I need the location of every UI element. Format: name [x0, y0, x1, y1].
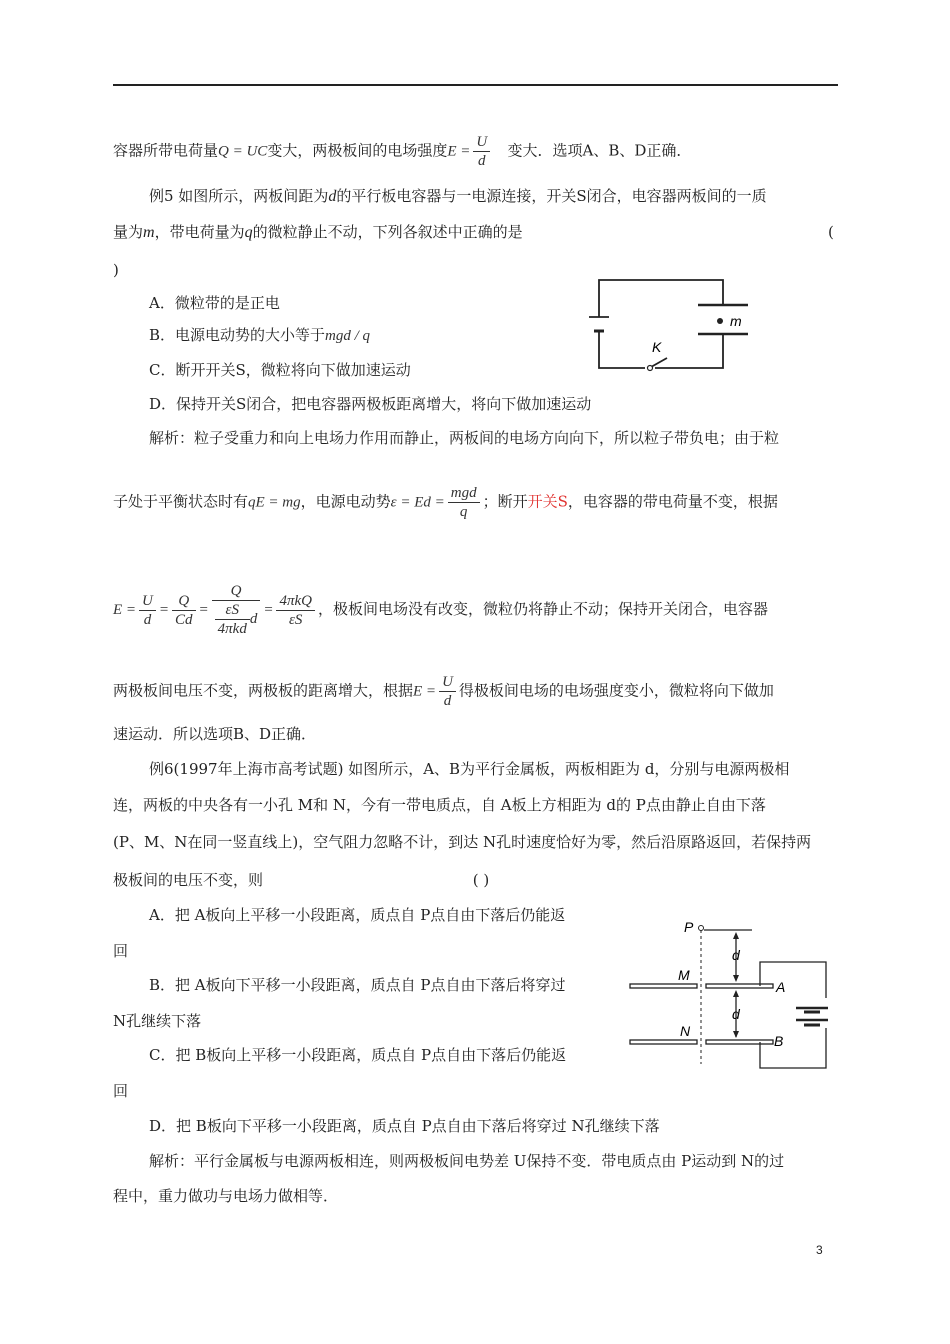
ex5-solution-line2: 子处于平衡状态时有qE = mg，电源电动势ε = Ed = $\frac{\text{mgd}}{q}$ ；断开开关S，电容器的带电荷量不变，根据 — [113, 485, 778, 520]
ex5-solution-line3: E = $\frac{U}{d}$ = $\frac{Q}{Cd}$ = Q $\frac{\varepsilon S}{\text{4πkd}}$ d = $\frac{\text{4πkQ}}{\varepsilon S}$ ，极板间电场没有改变，微粒仍将静止不动；保持开关闭合，电容器 — [113, 583, 768, 637]
text: 容器所带电荷量 — [113, 141, 219, 160]
ex5-paren-open: ( — [828, 223, 834, 241]
equation: Q = UC — [218, 143, 268, 160]
ex6-para-line2: 连，两板的中央各有一小孔 M和 N，今有一带电质点，自 A板上方相距为 d的 P点由静止自由下落 — [113, 796, 766, 814]
ex5-para-line1: 例5 如图所示，两板间距为d的平行板电容器与一电源连接，开关S闭合，电容器两板间的一质 — [149, 187, 767, 205]
plate-b-label: B — [774, 1033, 784, 1049]
capacitor-circuit-diagram — [585, 275, 755, 375]
intro-line — [113, 134, 691, 169]
ex6-option-b-line1: B．把 A板向下平移一小段距离，质点自 P点自由下落后将穿过 — [149, 976, 566, 994]
ex6-option-a-line1: A．把 A板向上平移一小段距离，质点自 P点自由下落后仍能返 — [149, 906, 566, 924]
text: 变大，两极板间的电场强度 — [267, 141, 448, 160]
ex5-solution-line4: 两极板间电压不变，两极板的距离增大，根据E = $\frac{U}{d}$ 得极板间电场的电场强度变小，微粒将向下做加 — [113, 674, 774, 709]
ex6-option-a-line2: 回 — [113, 942, 129, 960]
highlight-text: 开关S — [527, 492, 568, 511]
compound-fraction: Q $\frac{\varepsilon S}{\text{4πkd}}$ d — [212, 583, 261, 637]
ex5-option-b: B．电源电动势的大小等于mgd / q — [149, 326, 371, 344]
plate-a-label: A — [776, 979, 786, 995]
mass-label: m — [730, 313, 742, 329]
ex6-para-line1: 例6(1997年上海市高考试题) 如图所示，A、B为平行金属板，两板相距为 d，分别与电源两极相 — [149, 760, 790, 778]
point-p-label: P — [684, 919, 694, 935]
fraction: $\frac{U}{d}$ — [473, 134, 490, 169]
header-rule — [113, 84, 838, 86]
text: 变大．选项A、B、D正确． — [507, 141, 692, 160]
hole-n-label: N — [680, 1023, 691, 1039]
hole-m-label: M — [678, 967, 690, 983]
ex5-option-d: D．保持开关S闭合，把电容器两极板距离增大，将向下做加速运动 — [149, 395, 592, 413]
ex6-para-line4: 极板间的电压不变，则 ( ) — [113, 871, 490, 889]
distance-d-label: d — [732, 1006, 740, 1022]
parallel-plates-diagram — [628, 916, 840, 1076]
ex6-option-c-line2: 回 — [113, 1082, 129, 1100]
ex5-option-c: C．断开开关S，微粒将向下做加速运动 — [149, 361, 411, 379]
ex6-solution-line1: 解析：平行金属板与电源两板相连，则两极板间电势差 U保持不变．带电质点由 P运动到 N的过 — [149, 1152, 785, 1170]
ex6-option-d: D．把 B板向下平移一小段距离，质点自 P点自由下落后将穿过 N孔继续下落 — [149, 1117, 660, 1135]
ex5-solution-line1: 解析：粒子受重力和向上电场力作用而静止，两板间的电场方向向下，所以粒子带负电；由于粒 — [149, 429, 780, 447]
ex5-paren-close: ) — [113, 261, 119, 279]
ex6-solution-line2: 程中，重力做功与电场力做相等． — [113, 1187, 339, 1205]
ex6-option-b-line2: N孔继续下落 — [113, 1012, 202, 1030]
equation: E = — [447, 143, 471, 160]
ex5-solution-line5: 速运动．所以选项B、D正确． — [113, 725, 317, 743]
ex5-option-a: A．微粒带的是正电 — [149, 294, 280, 312]
distance-d-label: d — [732, 947, 740, 963]
ex5-para-line2: 量为m，带电荷量为q的微粒静止不动，下列各叙述中正确的是 — [113, 223, 523, 241]
page-number: 3 — [816, 1243, 823, 1257]
switch-label: K — [652, 339, 662, 355]
ex6-para-line3: (P、M、N在同一竖直线上)，空气阻力忽略不计，到达 N孔时速度恰好为零，然后沿原路返回，若保持两 — [113, 833, 812, 851]
ex6-option-c-line1: C．把 B板向上平移一小段距离，质点自 P点自由下落后仍能返 — [149, 1046, 567, 1064]
